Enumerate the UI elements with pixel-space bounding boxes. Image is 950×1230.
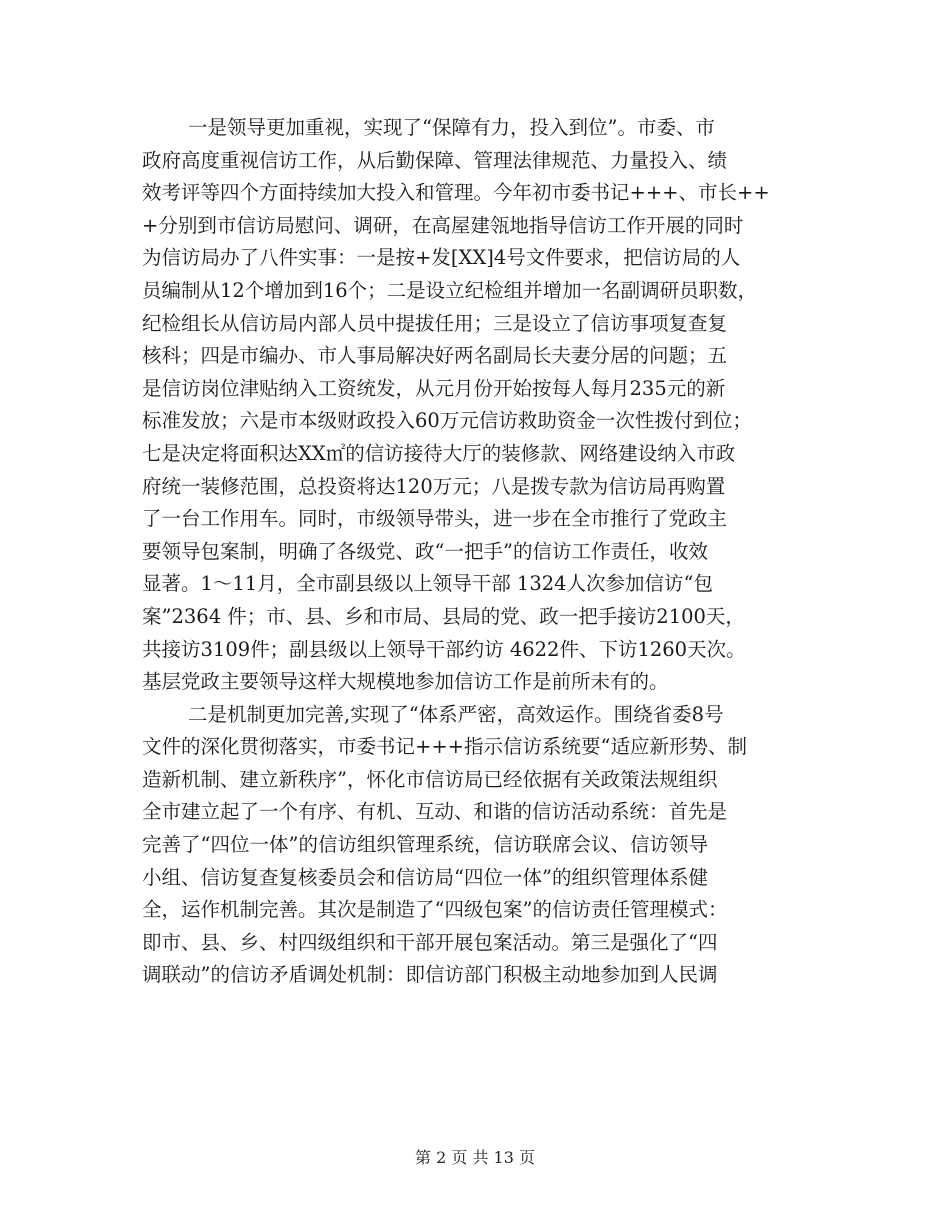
text-line: 共接访3109件；副县级以上领导干部约访 4622件、下访1260天次。 xyxy=(142,637,746,661)
text-line: 标准发放；六是市本级财政投入60万元信访救助资金一次性拨付到位； xyxy=(142,409,752,433)
text-line: 造新机制、建立新秩序”，怀化市信访局已经依据有关政策法规组织 xyxy=(142,767,718,791)
document-body xyxy=(142,112,822,992)
text-line: 要领导包案制，明确了各级党、政“一把手”的信访工作责任，收效 xyxy=(142,539,708,563)
text-line: 显著。1～11月，全市副县级以上领导干部 1324人次参加信访“包 xyxy=(142,572,714,596)
text-line: 了一台工作用车。同时，市级领导带头，进一步在全市推行了党政主 xyxy=(142,507,728,531)
text-line: 员编制从12个增加到16个；二是设立纪检组并增加一名副调研员职数， xyxy=(142,278,758,302)
text-line: 是信访岗位津贴纳入工资统发，从元月份开始按每人每月235元的新 xyxy=(142,376,726,400)
text-line: 文件的深化贯彻落实，市委书记+++指示信访系统要“适应新形势、制 xyxy=(142,735,747,759)
text-line: 全市建立起了一个有序、有机、互动、和谐的信访活动系统：首先是 xyxy=(142,800,728,824)
text-line: 核科；四是市编办、市人事局解决好两名副局长夫妻分居的问题；五 xyxy=(142,344,728,368)
paragraph-1 xyxy=(142,112,822,699)
text-line: 一是领导更加重视，实现了“保障有力，投入到位”。市委、市 xyxy=(188,116,715,139)
text-line: +分别到市信访局慰问、调研，在高屋建瓴地指导信访工作开展的同时 xyxy=(142,213,744,237)
text-line: 全，运作机制完善。其次是制造了“四级包案”的信访责任管理模式： xyxy=(142,898,728,922)
text-line: 小组、信访复查复核委员会和信访局“四位一体”的组织管理体系健 xyxy=(142,865,708,889)
paragraph-2 xyxy=(142,699,822,992)
page-number-footer: 第 2 页 共 13 页 xyxy=(415,1148,535,1167)
text-line: 案”2364 件；市、县、乡和市局、县局的党、政一把手接访2100天， xyxy=(142,604,745,628)
text-line: 府统一装修范围，总投资将达120万元；八是拨专款为信访局再购置 xyxy=(142,474,726,498)
text-line: 七是决定将面积达XX㎡的信访接待大厅的装修款、网络建设纳入市政 xyxy=(142,441,736,465)
text-line: 为信访局办了八件实事：一是按+发[XX]4号文件要求，把信访局的人 xyxy=(142,246,741,270)
text-line: 完善了“四位一体”的信访组织管理系统，信访联席会议、信访领导 xyxy=(142,833,708,857)
text-line: 即市、县、乡、村四级组织和干部开展包案活动。第三是强化了“四 xyxy=(142,930,718,954)
text-line: 政府高度重视信访工作，从后勤保障、管理法律规范、力量投入、绩 xyxy=(142,148,728,172)
text-line: 纪检组长从信访局内部人员中提拔任用；三是设立了信访事项复查复 xyxy=(142,311,728,335)
text-line: 基层党政主要领导这样大规模地参加信访工作是前所未有的。 xyxy=(142,670,669,694)
text-line: 二是机制更加完善,实现了“体系严密，高效运作。围绕省委8号 xyxy=(188,702,724,726)
text-line: 效考评等四个方面持续加大投入和管理。今年初市委书记+++、市长++ xyxy=(142,181,770,205)
text-line: 调联动”的信访矛盾调处机制：即信访部门积极主动地参加到人民调 xyxy=(142,963,718,987)
